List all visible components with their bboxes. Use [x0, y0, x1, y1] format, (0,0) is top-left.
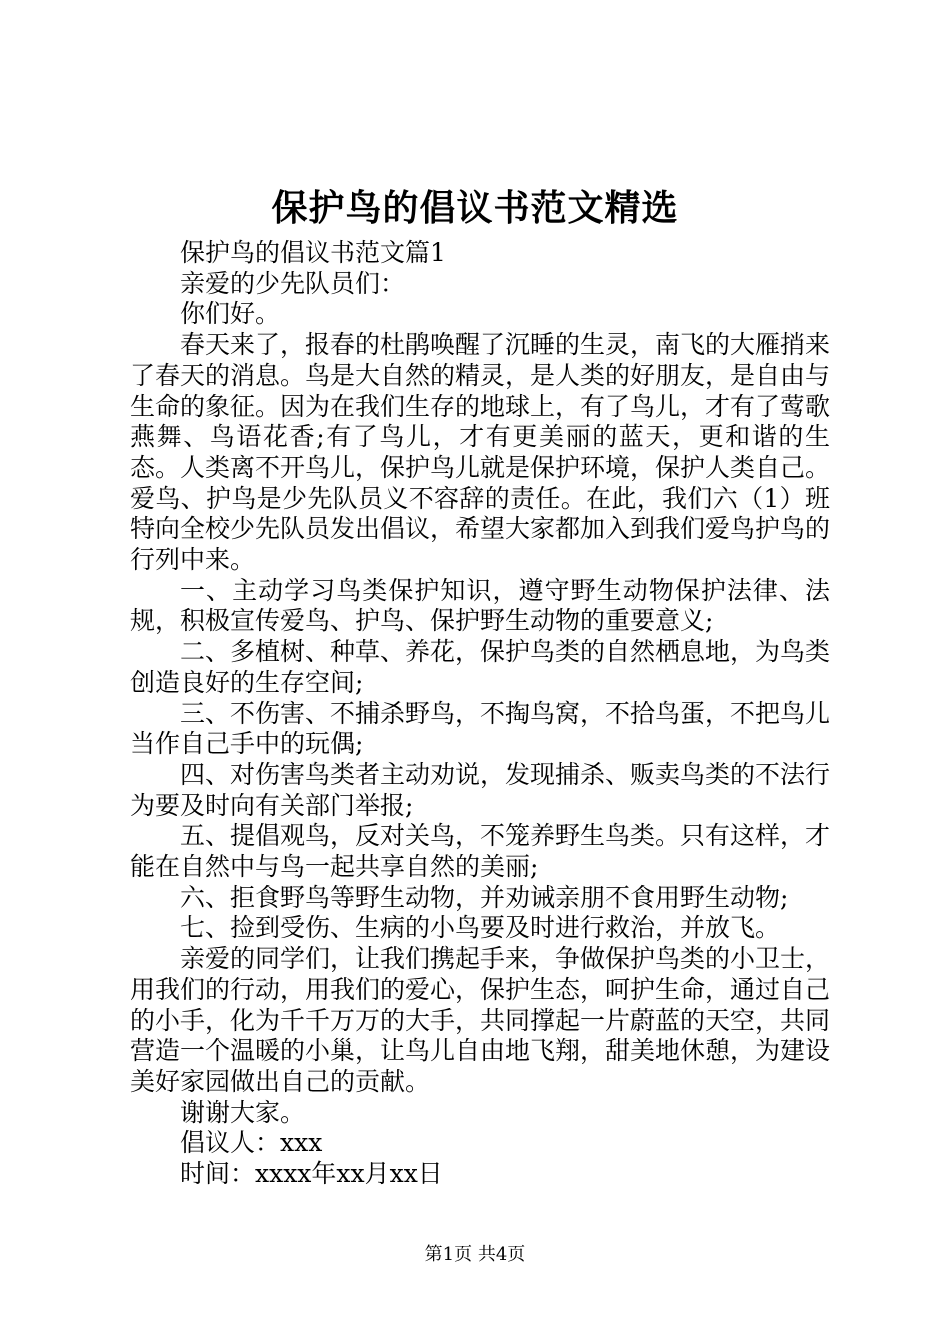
paragraph-item-1: 一、主动学习鸟类保护知识，遵守野生动物保护法律、法规，积极宣传爱鸟、护鸟、保护野生动物的重要意义;	[130, 575, 830, 636]
paragraph-section-heading: 保护鸟的倡议书范文篇1	[180, 238, 446, 267]
page-footer: 第1页 共4页	[424, 1244, 526, 1265]
paragraph-intro: 春天来了，报春的杜鹃唤醒了沉睡的生灵，南飞的大雁捎来了春天的消息。鸟是大自然的精灵，是人类的好朋友，是自由与生命的象征。因为在我们生存的地球上，有了鸟儿，才有了莺歌燕舞、鸟语花香;有了鸟儿，才有更美丽的蓝天，更和谐的生态。人类离不开鸟儿，保护鸟儿就是保护环境，保护人类自己。爱鸟、护鸟是少先队员义不容辞的责任。在此，我们六（1）班特向全校少先队员发出倡议，希望大家都加入到我们爱鸟护鸟的行列中来。	[130, 330, 831, 575]
document-body	[130, 238, 830, 1190]
paragraph-salutation: 亲爱的少先队员们：	[180, 268, 406, 298]
paragraph-item-7: 七、捡到受伤、生病的小鸟要及时进行救治，并放飞。	[180, 913, 781, 943]
paragraph-greeting: 你们好。	[180, 299, 281, 329]
paragraph-item-5: 五、提倡观鸟，反对关鸟，不笼养野生鸟类。只有这样，才能在自然中与鸟一起共享自然的美丽;	[130, 821, 831, 882]
paragraph-proposer: 倡议人：xxx	[180, 1128, 323, 1158]
paragraph-item-4: 四、对伤害鸟类者主动劝说，发现捕杀、贩卖鸟类的不法行为要及时向有关部门举报;	[130, 759, 831, 820]
document-title: 保护鸟的倡议书范文精选	[271, 187, 679, 229]
paragraph-date: 时间：xxxx年xx月xx日	[180, 1159, 443, 1189]
paragraph-thanks: 谢谢大家。	[180, 1097, 306, 1127]
paragraph-item-2: 二、多植树、种草、养花，保护鸟类的自然栖息地，为鸟类创造良好的生存空间;	[130, 637, 831, 697]
paragraph-item-6: 六、拒食野鸟等野生动物，并劝诫亲朋不食用野生动物;	[180, 882, 789, 912]
paragraph-closing: 亲爱的同学们，让我们携起手来，争做保护鸟类的小卫士，用我们的行动，用我们的爱心，保护生态，呵护生命，通过自己的小手，化为千千万万的大手，共同撑起一片蔚蓝的天空，共同营造一个温暖的小巢，让鸟儿自由地飞翔，甜美地休憩，为建设美好家园做出自己的贡献。	[130, 944, 831, 1096]
paragraph-item-3: 三、不伤害、不捕杀野鸟，不掏鸟窝，不拾鸟蛋，不把鸟儿当作自己手中的玩偶;	[130, 698, 831, 759]
